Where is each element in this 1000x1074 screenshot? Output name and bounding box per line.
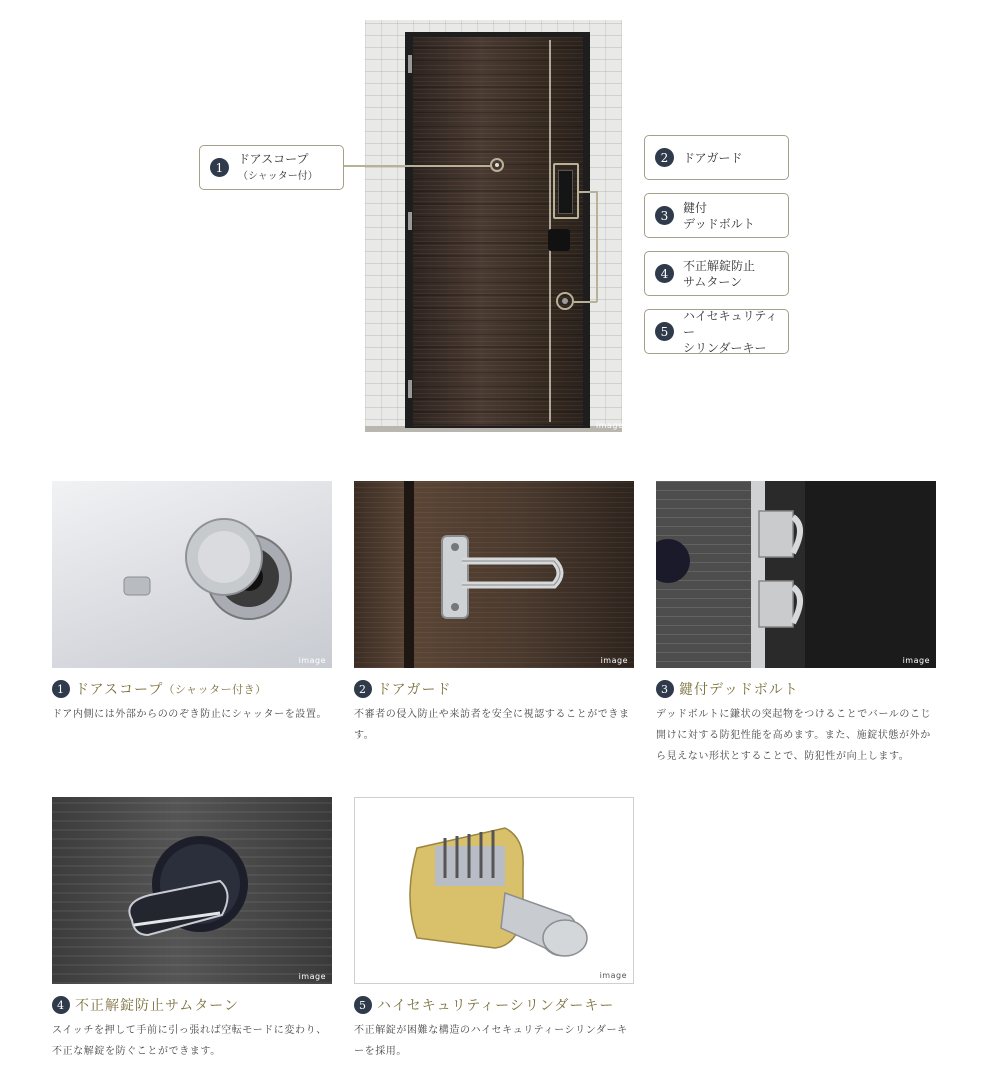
door-guard-photo	[354, 481, 634, 668]
door-scope-marker	[490, 158, 504, 172]
callout-sublabel: サムターン	[683, 274, 743, 289]
feature-description: 不審者の侵入防止や来訪者を安全に視認することができます。	[354, 709, 630, 741]
callout-deadbolt	[644, 193, 789, 238]
feature-title	[52, 679, 267, 699]
thumbturn-photo	[52, 797, 332, 984]
callout-label: ドアスコープ	[238, 151, 309, 166]
callout-sublabel: シリンダーキー	[683, 340, 767, 355]
feature-title	[656, 679, 799, 699]
number-badge: 1	[210, 158, 229, 177]
number-badge: 3	[656, 680, 674, 698]
feature-description: スイッチを押して手前に引っ張れば空転モードに変わり、不正な解錠を防ぐことができます。	[52, 1025, 327, 1057]
feature-title	[354, 679, 451, 699]
thumbturn-icon	[52, 797, 332, 984]
image-label: image	[298, 656, 326, 665]
number-badge: 4	[52, 996, 70, 1014]
feature-title-text: 不正解錠防止サムターン	[75, 998, 240, 1014]
feature-title-suffix: （シャッター付き）	[163, 683, 267, 696]
image-label: image	[298, 972, 326, 981]
cylinder-key-icon	[355, 798, 633, 983]
image-label: image	[600, 656, 628, 665]
lock-panel	[558, 170, 573, 214]
deadbolt-icon	[656, 481, 936, 668]
feature-title-text: ドアスコープ	[75, 682, 164, 698]
callout-cylinder-key	[644, 309, 789, 354]
hinge-icon	[408, 380, 412, 398]
callout-door-guard	[644, 135, 789, 180]
callout-label: 鍵付	[683, 200, 708, 215]
callout-connector	[343, 165, 491, 167]
callout-sublabel: （シャッター付）	[238, 170, 318, 182]
callout-sublabel: デッドボルト	[683, 216, 755, 231]
door-guard-icon	[354, 481, 634, 668]
deadbolt-photo	[656, 481, 936, 668]
feature-title	[52, 995, 239, 1015]
number-badge: 2	[655, 148, 674, 167]
callout-connector	[596, 191, 598, 302]
callout-label: ドアガード	[683, 150, 743, 165]
number-badge: 5	[655, 322, 674, 341]
callout-connector	[574, 301, 597, 303]
feature-description: 不正解錠が困難な構造のハイセキュリティーシリンダーキーを採用。	[354, 1025, 628, 1057]
image-label: image	[599, 971, 627, 980]
cylinder-marker	[556, 292, 574, 310]
callout-label: 不正解錠防止	[683, 258, 756, 273]
feature-description: ドア内側には外部からののぞき防止にシャッターを設置。	[52, 709, 328, 720]
feature-title-text: 鍵付デッドボルト	[679, 682, 799, 698]
feature-title-text: ドアガード	[377, 682, 452, 698]
number-badge: 3	[655, 206, 674, 225]
number-badge: 1	[52, 680, 70, 698]
number-badge: 4	[655, 264, 674, 283]
cylinder-key-photo	[354, 797, 634, 984]
number-badge: 5	[354, 996, 372, 1014]
number-badge: 2	[354, 680, 372, 698]
callout-label: ハイセキュリティー	[683, 308, 778, 339]
hinge-icon	[408, 55, 412, 73]
image-label: image	[902, 656, 930, 665]
feature-title-text: ハイセキュリティーシリンダーキー	[377, 998, 615, 1014]
callout-door-scope	[199, 145, 344, 190]
feature-description: デッドボルトに鎌状の突起物をつけることでバールのこじ開けに対する防犯性能を高めます。また、施錠状態が外から見えない形状とすることで、防犯性が向上します。	[656, 709, 932, 762]
hinge-icon	[408, 212, 412, 230]
door-scope-icon	[52, 481, 332, 668]
door-handle	[548, 229, 570, 251]
image-label: image	[596, 421, 624, 430]
callout-connector	[579, 191, 597, 193]
callout-thumbturn	[644, 251, 789, 296]
feature-title	[354, 995, 614, 1015]
door-scope-photo	[52, 481, 332, 668]
